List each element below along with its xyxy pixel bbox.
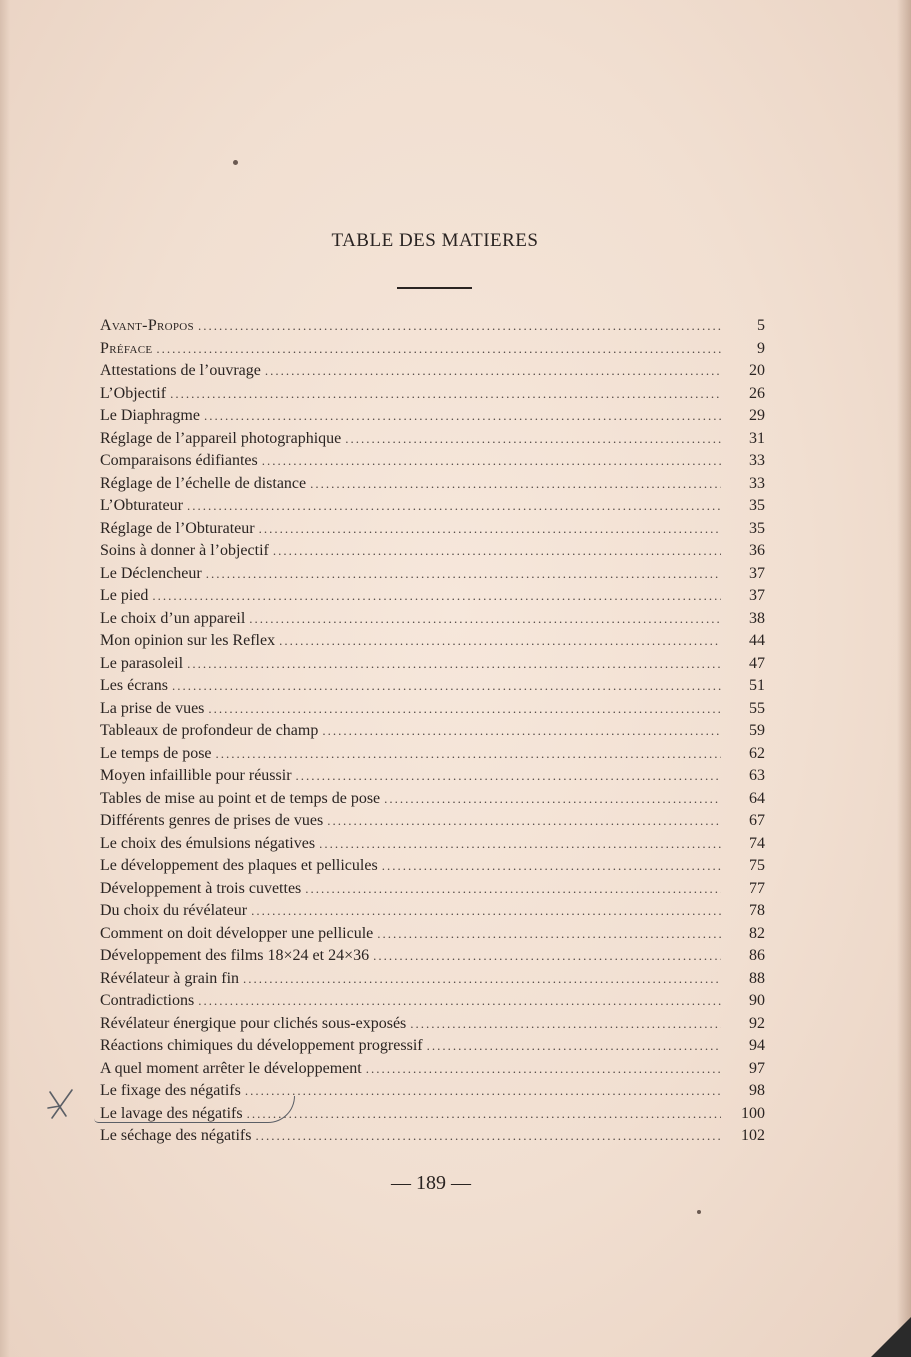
dot-leader — [243, 968, 721, 991]
toc-entry[interactable] — [100, 428, 765, 451]
toc-entry-label: Tableaux de profondeur de champ — [100, 722, 319, 739]
toc-entry[interactable] — [100, 765, 765, 788]
dot-leader — [187, 495, 721, 518]
toc-entry-page: 63 — [749, 767, 765, 784]
dot-leader — [310, 473, 721, 496]
toc-entry-label: Réglage de l’Obturateur — [100, 519, 255, 537]
toc-entry[interactable] — [100, 450, 765, 473]
dot-leader — [319, 833, 721, 856]
toc-entry-page: 26 — [749, 384, 765, 402]
dot-leader — [305, 878, 721, 901]
toc-entry-label: Moyen infaillible pour réussir — [100, 767, 292, 784]
toc-entry-label: Le Déclencheur — [100, 564, 202, 582]
dot-leader — [204, 405, 721, 428]
toc-entry-label: Le choix d’un appareil — [100, 609, 246, 627]
toc-entry[interactable] — [100, 473, 765, 496]
toc-entry-label: Réactions chimiques du développement progressif — [100, 1037, 423, 1054]
toc-entry[interactable] — [100, 585, 765, 608]
dot-leader — [382, 855, 721, 878]
toc-entry-label: Contradictions — [100, 992, 195, 1009]
pencil-cross-mark — [42, 1086, 82, 1122]
toc-entry[interactable] — [100, 945, 765, 968]
dot-leader — [327, 810, 721, 833]
toc-entry-page: 35 — [749, 497, 765, 514]
toc-entry[interactable] — [100, 315, 765, 338]
dot-leader — [247, 1103, 721, 1126]
toc-entry-label: Du choix du révélateur — [100, 902, 248, 919]
toc-entry-label: Révélateur énergique pour clichés sous-exposés — [100, 1014, 407, 1032]
dot-leader — [216, 743, 721, 766]
toc-entry[interactable] — [100, 360, 765, 383]
toc-entry-label: Le parasoleil — [100, 654, 184, 672]
toc-entry-page: 37 — [749, 564, 765, 582]
toc-entry-label: Le développement des plaques et pellicules — [100, 857, 378, 874]
toc-entry-label: Avant-Propos — [100, 317, 194, 334]
toc-entry[interactable] — [100, 1013, 765, 1036]
toc-entry[interactable] — [100, 923, 765, 946]
toc-entry-label: Mon opinion sur les Reflex — [100, 632, 276, 649]
toc-entry[interactable] — [100, 855, 765, 878]
toc-entry-page: 100 — [741, 1104, 765, 1122]
toc-entry[interactable] — [100, 1058, 765, 1081]
toc-entry[interactable] — [100, 338, 765, 361]
toc-entry-label: Le Diaphragme — [100, 407, 200, 424]
toc-entry-page: 51 — [749, 677, 765, 694]
toc-entry[interactable] — [100, 1125, 765, 1148]
toc-entry-page: 33 — [749, 474, 765, 492]
toc-entry[interactable] — [100, 720, 765, 743]
toc-entry-label: Le choix des émulsions négatives — [100, 834, 316, 852]
dot-leader — [273, 540, 721, 563]
dot-leader — [198, 990, 721, 1013]
toc-entry-page: 33 — [749, 452, 765, 469]
toc-entry[interactable] — [100, 630, 765, 653]
toc-entry-page: 44 — [749, 632, 765, 649]
dot-leader — [410, 1013, 721, 1036]
toc-entry-label: Le pied — [100, 587, 149, 604]
dot-leader — [373, 945, 721, 968]
toc-entry-page: 59 — [749, 722, 765, 739]
page-edge-shadow-right — [897, 0, 911, 1357]
toc-entry-label: Révélateur à grain fin — [100, 969, 240, 987]
toc-entry-page: 82 — [749, 924, 765, 942]
dot-leader — [152, 585, 721, 608]
dot-leader — [345, 428, 721, 451]
toc-entry-page: 77 — [749, 879, 765, 897]
dot-leader — [265, 360, 721, 383]
toc-entry[interactable] — [100, 608, 765, 631]
toc-entry[interactable] — [100, 653, 765, 676]
toc-entry[interactable] — [100, 878, 765, 901]
dot-leader — [187, 653, 721, 676]
toc-entry-label: Développement à trois cuvettes — [100, 879, 302, 897]
toc-entry-page: 102 — [741, 1127, 765, 1144]
toc-entry[interactable] — [100, 788, 765, 811]
dot-leader — [262, 450, 721, 473]
toc-entry-label: Développement des films 18×24 et 24×36 — [100, 947, 370, 964]
page-title: TABLE DES MATIERES — [331, 230, 539, 251]
dot-leader — [259, 518, 721, 541]
dot-leader — [172, 675, 721, 698]
toc-entry-label: Attestations de l’ouvrage — [100, 362, 261, 379]
dot-leader — [296, 765, 721, 788]
toc-entry[interactable] — [100, 563, 765, 586]
toc-entry-page: 9 — [757, 339, 765, 357]
toc-entry-label: Différents genres de prises de vues — [100, 812, 324, 829]
toc-entry-label: Préface — [100, 339, 153, 357]
dot-leader — [366, 1058, 721, 1081]
dot-leader — [206, 563, 721, 586]
toc-entry-page: 47 — [749, 654, 765, 672]
toc-entry-page: 98 — [749, 1082, 765, 1099]
pencil-underline-mark — [94, 1096, 295, 1123]
dot-leader — [384, 788, 721, 811]
toc-entry-label: L’Obturateur — [100, 497, 183, 514]
toc-entry[interactable] — [100, 675, 765, 698]
toc-entry-page: 90 — [749, 992, 765, 1009]
dot-leader — [198, 315, 721, 338]
toc-entry-page: 94 — [749, 1037, 765, 1054]
dot-leader — [245, 1080, 721, 1103]
toc-entry-page: 86 — [749, 947, 765, 964]
dot-leader — [170, 383, 721, 406]
toc-entry-label: Tables de mise au point et de temps de pose — [100, 789, 381, 807]
toc-entry-page: 92 — [749, 1014, 765, 1032]
toc-entry[interactable] — [100, 900, 765, 923]
table-of-contents — [100, 315, 765, 1148]
dot-leader — [251, 900, 721, 923]
toc-entry-page: 97 — [749, 1059, 765, 1077]
toc-entry[interactable] — [100, 518, 765, 541]
toc-entry[interactable] — [100, 495, 765, 518]
toc-entry-label: Réglage de l’appareil photographique — [100, 429, 342, 447]
dot-leader — [322, 720, 721, 743]
toc-entry-page: 55 — [749, 699, 765, 717]
toc-entry[interactable] — [100, 698, 765, 721]
dot-leader — [249, 608, 721, 631]
toc-entry-page: 5 — [757, 317, 765, 334]
toc-entry[interactable] — [100, 1035, 765, 1058]
toc-entry[interactable] — [100, 810, 765, 833]
toc-entry-page: 31 — [749, 429, 765, 447]
dot-leader — [279, 630, 721, 653]
page-edge-shadow-left — [0, 0, 10, 1357]
toc-entry-label: Comparaisons édifiantes — [100, 452, 258, 469]
toc-entry-label: Le séchage des négatifs — [100, 1127, 252, 1144]
toc-entry-label: Comment on doit développer une pellicule — [100, 924, 374, 942]
toc-entry-page: 88 — [749, 969, 765, 987]
toc-entry[interactable] — [100, 968, 765, 991]
toc-entry-label: La prise de vues — [100, 699, 205, 717]
toc-entry-label: L’Objectif — [100, 384, 167, 402]
toc-entry-page: 62 — [749, 744, 765, 762]
toc-entry[interactable] — [100, 743, 765, 766]
toc-entry-page: 75 — [749, 857, 765, 874]
toc-entry-label: Soins à donner à l’objectif — [100, 542, 269, 559]
dot-leader — [208, 698, 721, 721]
toc-entry-page: 74 — [749, 834, 765, 852]
toc-entry-page: 37 — [749, 587, 765, 604]
toc-entry-page: 20 — [749, 362, 765, 379]
title-rule — [397, 287, 472, 289]
toc-entry-label: A quel moment arrêter le développement — [100, 1059, 362, 1077]
toc-entry-page: 78 — [749, 902, 765, 919]
page-number: — 189 — — [391, 1172, 471, 1194]
dot-leader — [255, 1125, 721, 1148]
toc-entry[interactable] — [100, 540, 765, 563]
toc-entry-label: Le temps de pose — [100, 744, 212, 762]
toc-entry-page: 67 — [749, 812, 765, 829]
dot-leader — [377, 923, 721, 946]
paper-speck — [233, 160, 238, 165]
toc-entry-page: 36 — [749, 542, 765, 559]
toc-entry[interactable] — [100, 833, 765, 856]
toc-entry-label: Le lavage des négatifs — [100, 1104, 243, 1122]
toc-entry-label: Le fixage des négatifs — [100, 1082, 241, 1099]
dot-leader — [427, 1035, 721, 1058]
toc-entry-page: 29 — [749, 407, 765, 424]
toc-entry-page: 35 — [749, 519, 765, 537]
toc-entry-page: 64 — [749, 789, 765, 807]
paper-speck — [697, 1210, 701, 1214]
dot-leader — [156, 338, 721, 361]
torn-corner — [871, 1317, 911, 1357]
toc-entry[interactable] — [100, 405, 765, 428]
toc-entry[interactable] — [100, 383, 765, 406]
toc-entry[interactable] — [100, 990, 765, 1013]
toc-entry-page: 38 — [749, 609, 765, 627]
toc-entry-label: Réglage de l’échelle de distance — [100, 474, 307, 492]
toc-entry-label: Les écrans — [100, 677, 168, 694]
